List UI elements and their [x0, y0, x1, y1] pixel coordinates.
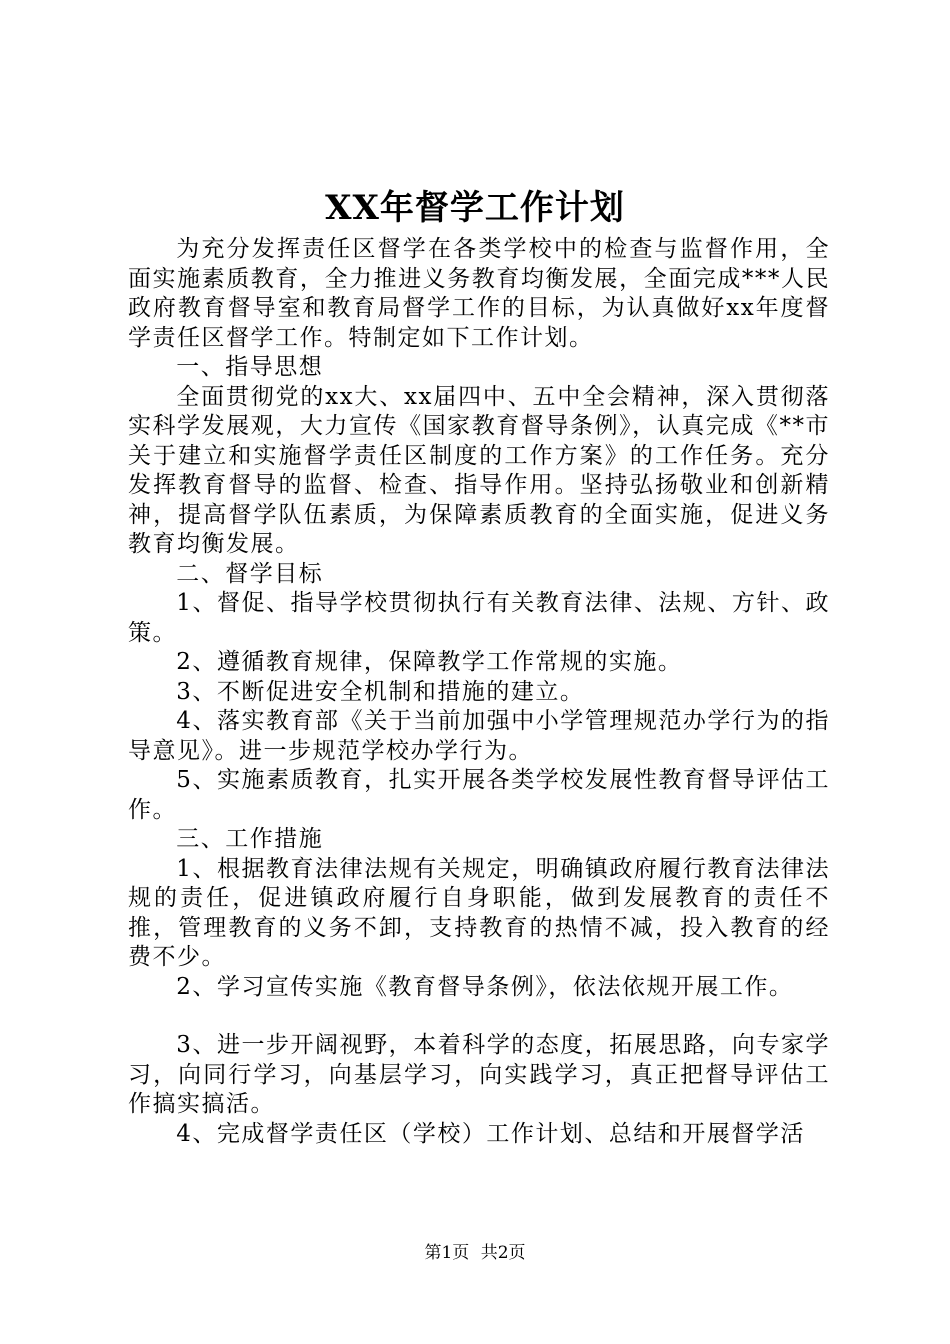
- intro-paragraph: 为充分发挥责任区督学在各类学校中的检查与监督作用，全面实施素质教育，全力推进义务教育均衡发展，全面完成***人民政府教育督导室和教育局督学工作的目标，为认真做好xx年度督学责任区督学工作。特制定如下工作计划。: [128, 236, 830, 351]
- goal-item-5: 5、实施素质教育，扎实开展各类学校发展性教育督导评估工作。: [128, 767, 830, 823]
- goal-item-1: 1、督促、指导学校贯彻执行有关教育法律、法规、方针、政策。: [128, 590, 830, 646]
- guiding-ideology-paragraph: 全面贯彻党的xx大、xx届四中、五中全会精神，深入贯彻落实科学发展观，大力宣传《国家教育督导条例》，认真完成《**市关于建立和实施督学责任区制度的工作方案》的工作任务。充分发挥教育督导的监督、检查、指导作用。坚持弘扬敬业和创新精神，提高督学队伍素质，为保障素质教育的全面实施，促进义务教育均衡发展。: [128, 383, 830, 557]
- document-title: XX年督学工作计划: [325, 188, 625, 228]
- goal-item-3: 3、不断促进安全机制和措施的建立。: [176, 678, 585, 705]
- measure-item-1: 1、根据教育法律法规有关规定，明确镇政府履行教育法律法规的责任，促进镇政府履行自身职能，做到发展教育的责任不推，管理教育的义务不卸，支持教育的热情不减，投入教育的经费不少。: [128, 855, 830, 970]
- section-heading-measures: 三、工作措施: [176, 826, 324, 852]
- measure-item-4: 4、完成督学责任区（学校）工作计划、总结和开展督学活: [176, 1120, 805, 1147]
- page-number: 第1页: [424, 1243, 470, 1263]
- document-body: [128, 235, 830, 1149]
- section-heading-guiding-ideology: 一、指导思想: [176, 354, 324, 380]
- goal-item-2: 2、遵循教育规律，保障教学工作常规的实施。: [176, 649, 683, 675]
- measure-item-3: 3、进一步开阔视野，本着科学的态度，拓展思路，向专家学习，向同行学习，向基层学习，向实践学习，真正把督导评估工作搞实搞活。: [128, 1032, 830, 1117]
- page-footer: [0, 1241, 950, 1265]
- page-total: 共2页: [480, 1243, 526, 1263]
- goal-item-4: 4、落实教育部《关于当前加强中小学管理规范办学行为的指导意见》。进一步规范学校办学行为。: [128, 708, 830, 764]
- measure-item-2: 2、学习宣传实施《教育督导条例》，依法依规开展工作。: [176, 973, 794, 1000]
- section-heading-goals: 二、督学目标: [176, 560, 324, 587]
